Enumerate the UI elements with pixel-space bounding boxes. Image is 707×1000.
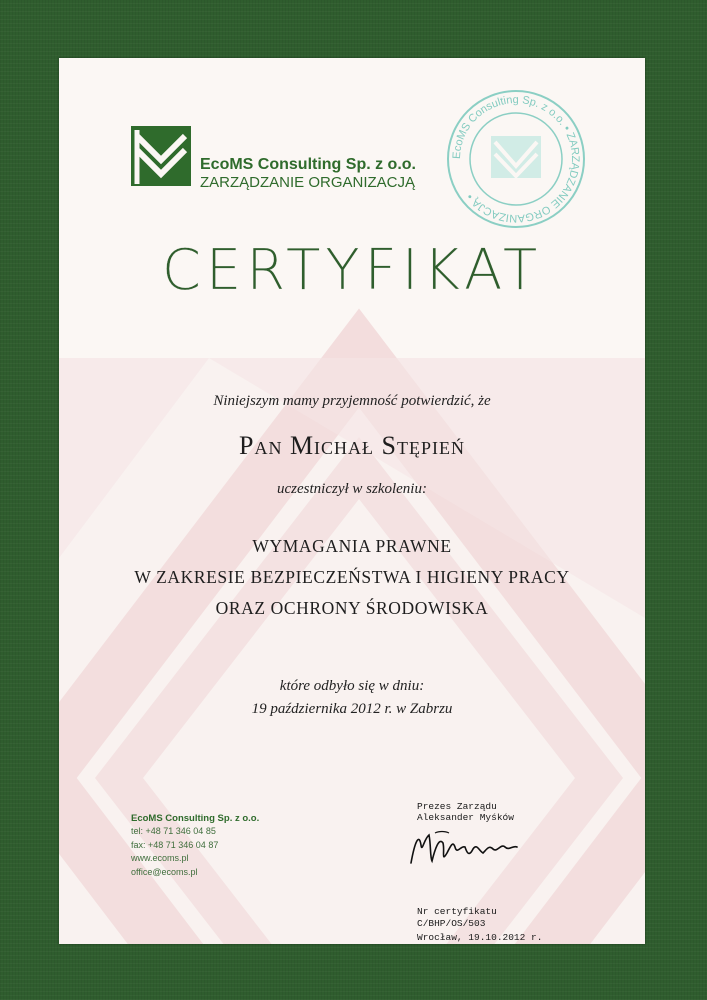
participation-text: uczestniczył w szkoleniu: [277,481,427,497]
intro-text: Niniejszym mamy przyjemność potwierdzić, że [213,393,491,409]
company-name: EcoMS Consulting Sp. z o.o. [200,156,416,173]
certificate-number-label: Nr certyfikatu [417,906,497,917]
footer-company-name: EcoMS Consulting Sp. z o.o. [131,813,260,824]
handwritten-signature [405,823,525,871]
signatory-role: Prezes Zarządu [417,801,497,812]
recipient-name: Pan Michał Stępień [238,431,466,460]
course-title-line-3: ORAZ OCHRONY ŚRODOWISKA [215,598,489,618]
svg-text:EcoMS Consulting Sp. z o.o. •: EcoMS Consulting Sp. z o.o. • ZARZĄDZANIE ORGANIZACJĄ • [450,93,582,225]
training-date-place: 19 października 2012 r. w Zabrzu [251,701,453,717]
company-stamp [443,86,589,232]
issue-place-date: Wrocław, 19.10.2012 r. [417,932,543,943]
held-text: które odbyło się w dniu: [279,678,425,694]
footer-phone: tel: +48 71 346 04 85 [131,826,216,836]
footer-fax: fax: +48 71 346 04 87 [131,840,219,850]
course-title-line-1: WYMAGANIA PRAWNE [252,536,452,556]
footer-website: www.ecoms.pl [131,853,189,863]
company-logo [131,126,191,186]
signatory-name: Aleksander Myśków [417,812,514,823]
course-title-line-2: W ZAKRESIE BEZPIECZEŃSTWA I HIGIENY PRACY [134,567,570,587]
certificate-sheet [59,58,645,944]
certificate-title: CERTYFIKAT [161,238,543,303]
company-tagline: ZARZĄDZANIE ORGANIZACJĄ [200,174,416,191]
certificate-number: C/BHP/OS/503 [417,918,486,929]
footer-email: office@ecoms.pl [131,867,198,877]
